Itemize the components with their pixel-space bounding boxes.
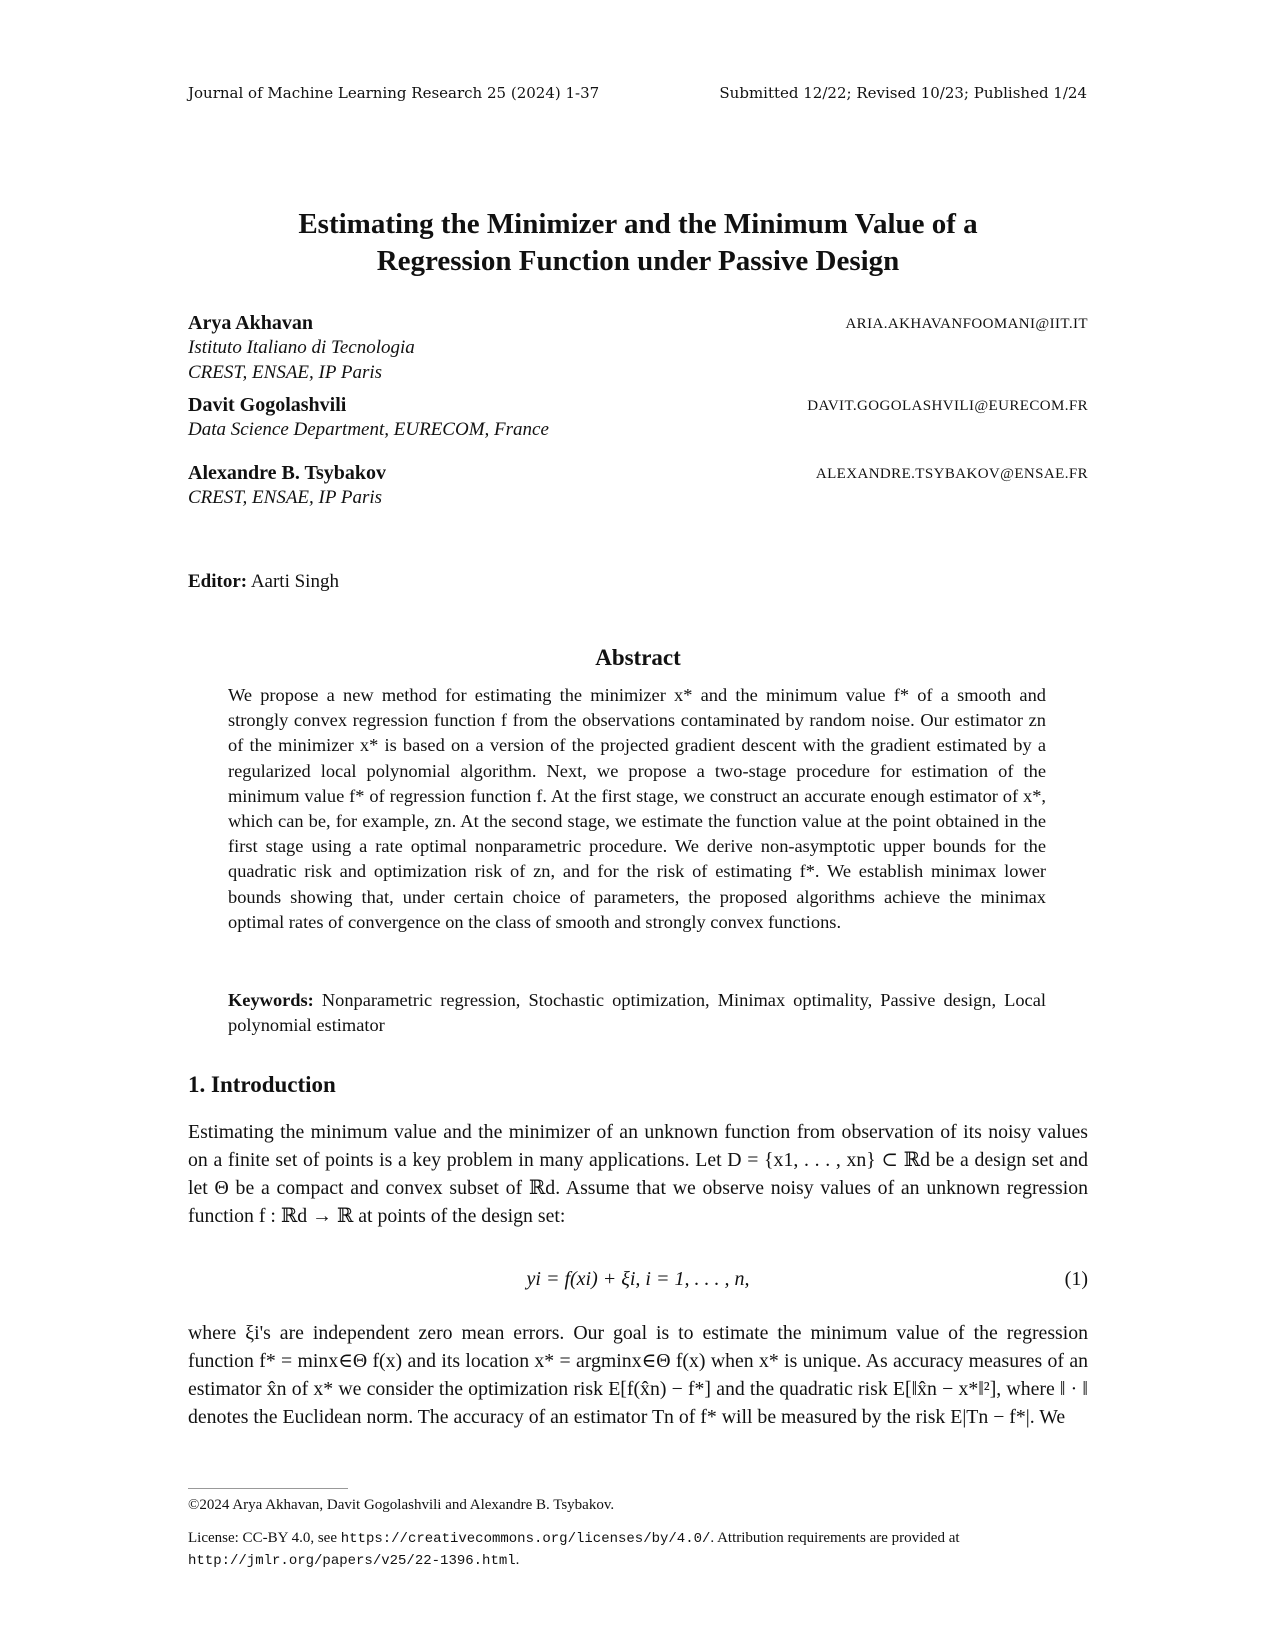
keywords [228, 988, 1046, 1038]
equation-1 [188, 1268, 1088, 1298]
author-email[interactable]: ALEXANDRE.TSYBAKOV@ENSAE.FR [815, 466, 1088, 482]
equation-number: (1) [1064, 1268, 1088, 1290]
license-notice [188, 1528, 1088, 1572]
section-heading: 1. Introduction [188, 1072, 336, 1097]
footnote-rule [188, 1488, 348, 1489]
author-affiliation: Istituto Italiano di Tecnologia [188, 337, 415, 358]
author-affiliation: Data Science Department, EURECOM, France [188, 419, 549, 440]
author-email[interactable]: ARIA.AKHAVANFOOMANI@IIT.IT [845, 316, 1088, 332]
copyright-notice: ©2024 Arya Akhavan, Davit Gogolashvili and Alexandre B. Tsybakov. [188, 1497, 615, 1513]
editor-name: Aarti Singh [250, 571, 339, 592]
author-name: Alexandre B. Tsybakov [188, 462, 387, 484]
publication-dates: Submitted 12/22; Revised 10/23; Published 1/24 [719, 84, 1087, 102]
author-block-3 [188, 462, 1088, 510]
author-affiliation: CREST, ENSAE, IP Paris [188, 487, 383, 508]
author-affiliation: CREST, ENSAE, IP Paris [188, 362, 383, 383]
license-end: . [515, 1552, 520, 1568]
author-email[interactable]: DAVIT.GOGOLASHVILI@EURECOM.FR [807, 398, 1088, 414]
author-block-2 [188, 394, 1088, 442]
editor-label: Editor: [188, 571, 248, 592]
equation-body: yi = f(xi) + ξi, i = 1, . . . , n, [526, 1268, 750, 1290]
author-name: Davit Gogolashvili [188, 394, 347, 416]
intro-paragraph-1: Estimating the minimum value and the minimizer of an unknown function from observation of its noisy values on a finite set of points is a key problem in many applications. Let D = {x1, . . . , xn} ⊂ ℝd be a design set and let Θ be a compact and convex subset of ℝd. Assume that we observe noisy values of an unknown regression function f : ℝd → ℝ at points of the design set: [188, 1121, 1088, 1227]
title-line-2: Regression Function under Passive Design [376, 245, 900, 277]
keywords-label: Keywords: [228, 990, 314, 1010]
author-name: Arya Akhavan [188, 312, 314, 334]
title-line-1: Estimating the Minimizer and the Minimum Value of a [298, 208, 978, 240]
license-prefix: License: CC-BY 4.0, see [188, 1530, 337, 1546]
journal-header: Journal of Machine Learning Research 25 (2024) 1-37 [188, 84, 600, 102]
keywords-text: Nonparametric regression, Stochastic optimization, Minimax optimality, Passive design, Local polynomial estimator [228, 990, 1046, 1036]
editor-line [188, 571, 339, 593]
author-block-1 [188, 312, 1088, 385]
abstract-text: We propose a new method for estimating the minimizer x* and the minimum value f* of a smooth and strongly convex regression function f from the observations contaminated by random noise. Our estimator zn of the minimizer x* is based on a version of the projected gradient descent with the gradient estimated by a regularized local polynomial algorithm. Next, we propose a two-stage procedure for estimation of the minimum value f* of regression function f. At the first stage, we construct an accurate enough estimator of x*, which can be, for example, zn. At the second stage, we estimate the function value at the point obtained in the first stage using a rate optimal nonparametric procedure. We derive non-asymptotic upper bounds for the quadratic risk and optimization risk of zn, and for the risk of estimating f*. We establish minimax lower bounds showing that, under certain choice of parameters, the proposed algorithms achieve the minimax optimal rates of convergence on the class of smooth and strongly convex functions. [228, 685, 1046, 932]
intro-paragraph-2: where ξi's are independent zero mean errors. Our goal is to estimate the minimum value of the regression function f* = minx∈Θ f(x) and its location x* = argminx∈Θ f(x) when x* is unique. As accuracy measures of an estimator x̂n of x* we consider the optimization risk E[f(x̂n) − f*] and the quadratic risk E[‖x̂n − x*‖²], where ‖ · ‖ denotes the Euclidean norm. The accuracy of an estimator Tn of f* will be measured by the risk E|Tn − f*|. We [188, 1322, 1088, 1428]
abstract-heading: Abstract [595, 645, 681, 670]
paper-link[interactable]: http://jmlr.org/papers/v25/22-1396.html [188, 1553, 516, 1569]
paper-title [188, 206, 1088, 280]
license-link[interactable]: https://creativecommons.org/licenses/by/4.0/ [340, 1531, 711, 1547]
license-mid: . Attribution requirements are provided at [710, 1530, 960, 1546]
